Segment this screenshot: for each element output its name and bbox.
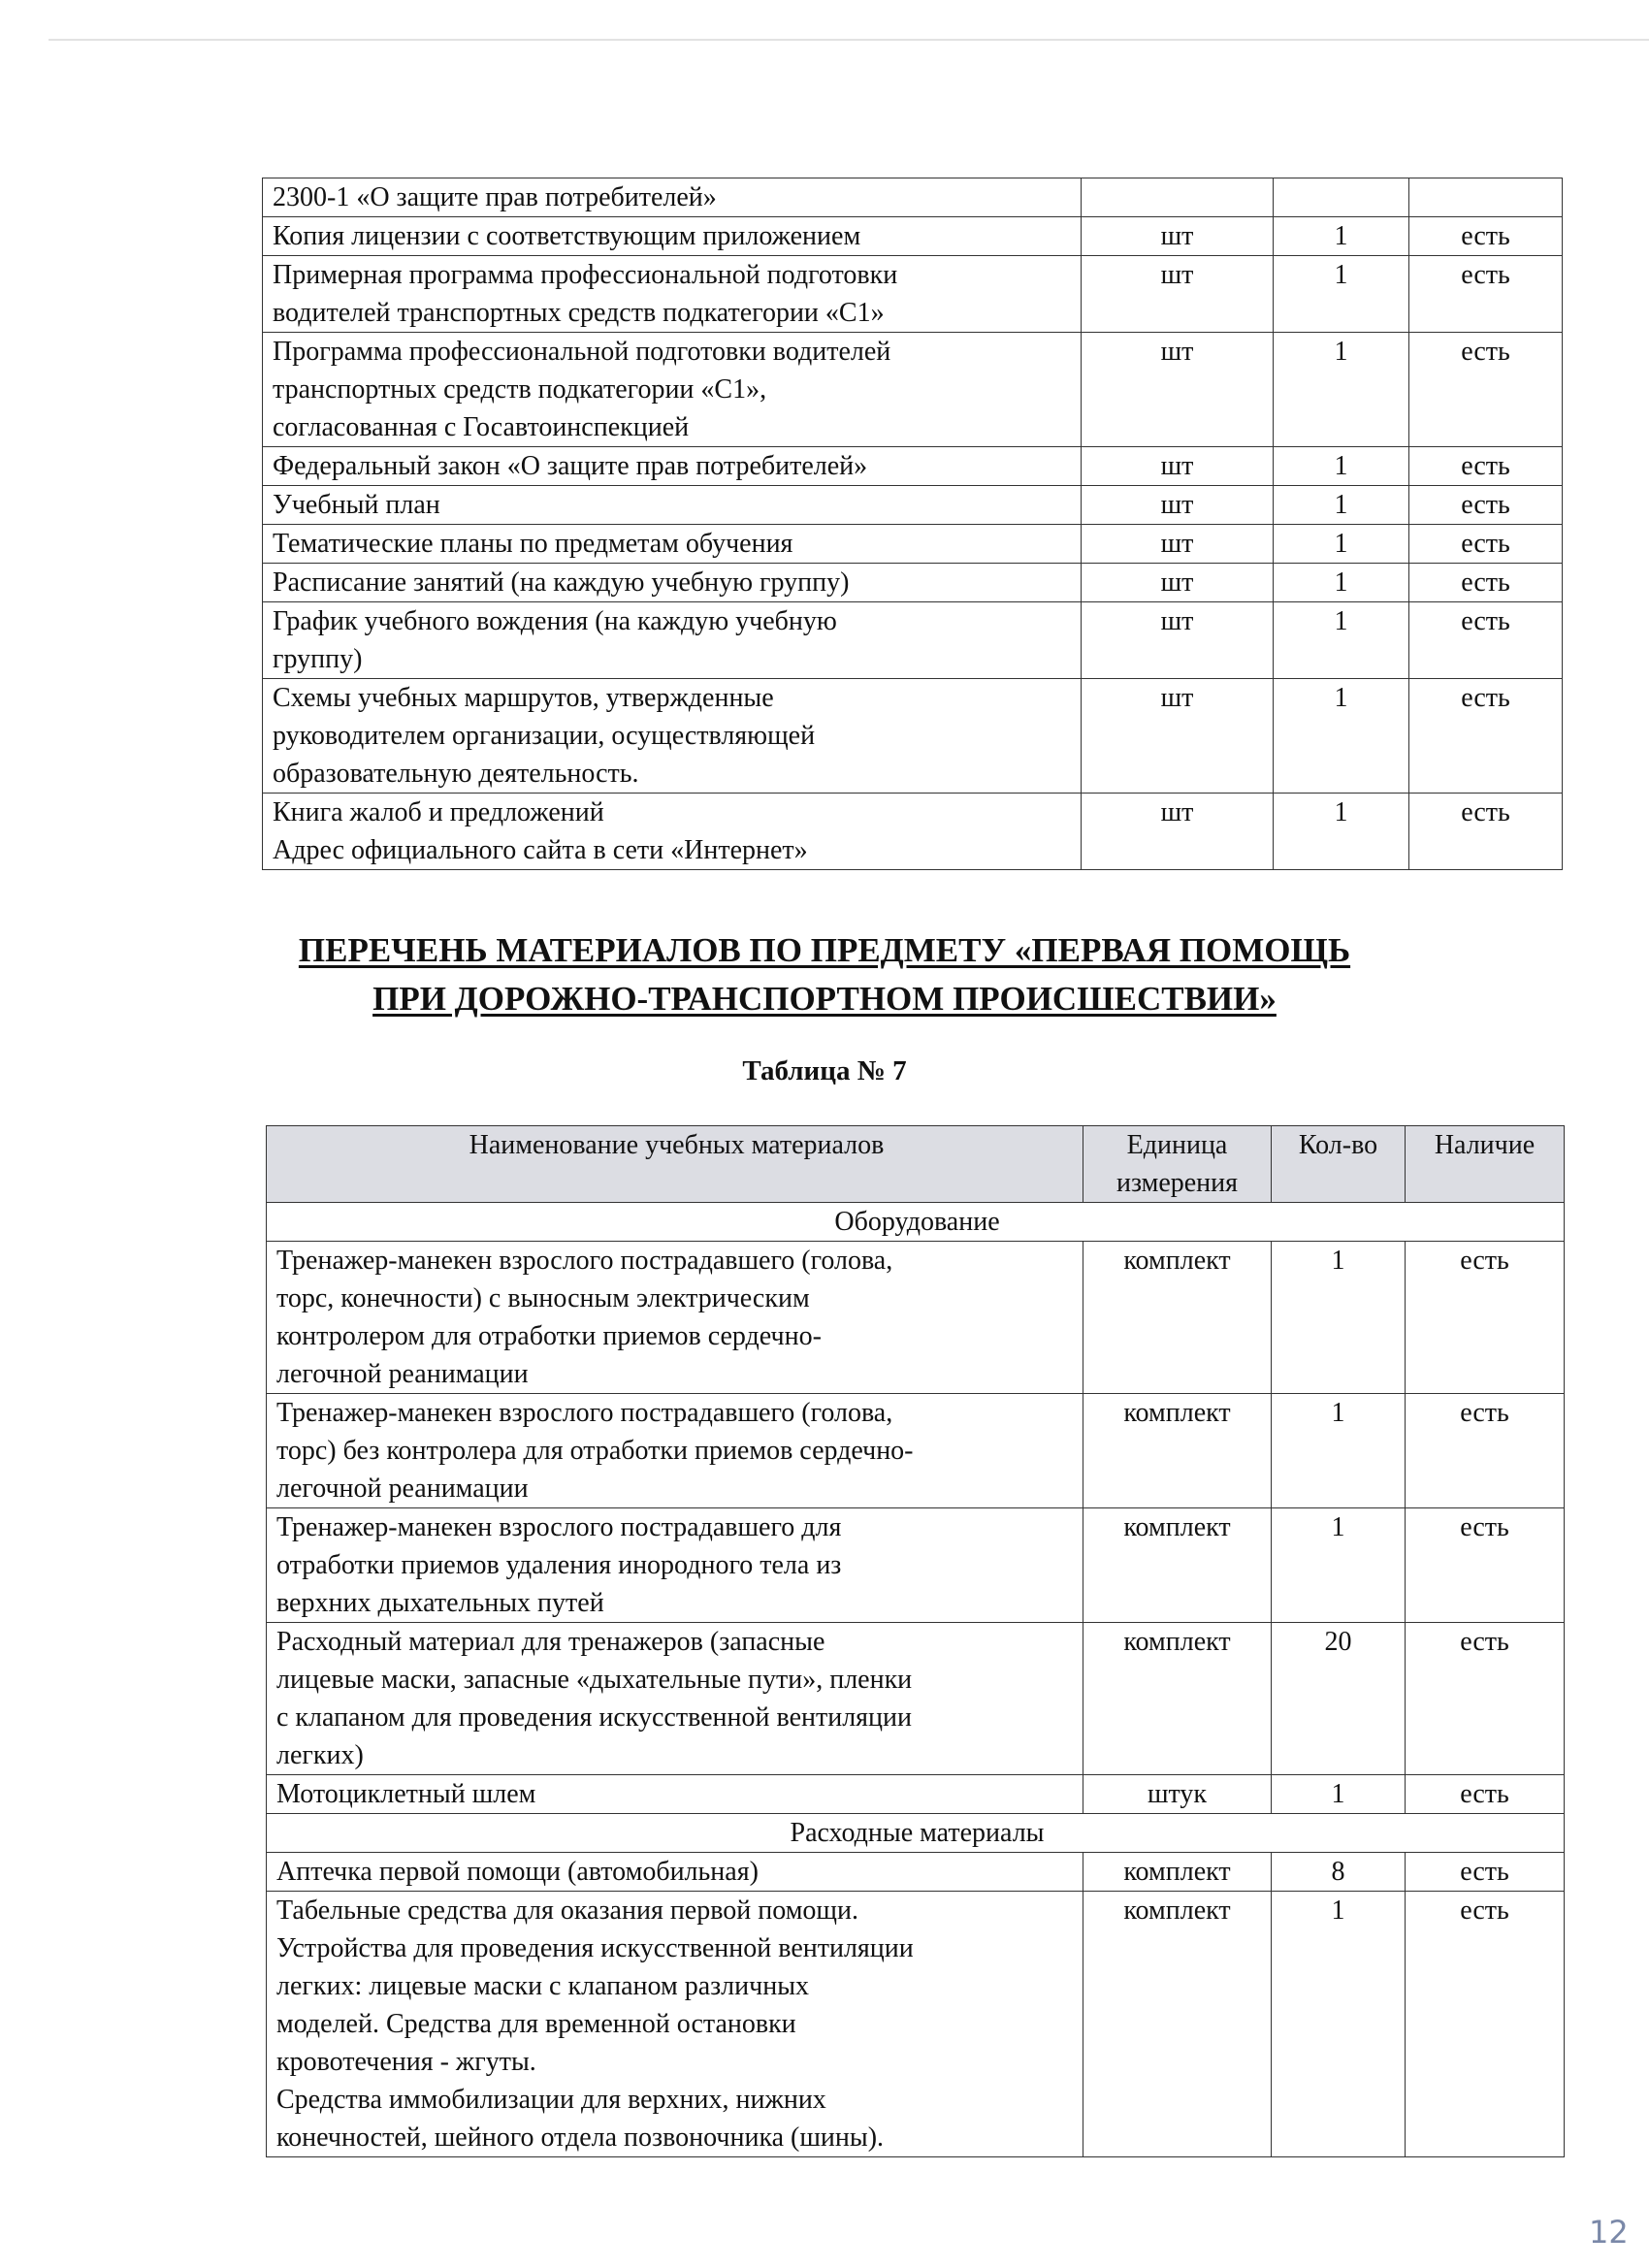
item-unit: шт — [1082, 217, 1274, 256]
item-name — [263, 679, 1082, 794]
item-name-line: руководителем организации, осуществляющей — [273, 721, 816, 751]
item-qty: 1 — [1274, 486, 1409, 525]
item-name-line: кровотечения - жгуты. — [276, 2047, 536, 2077]
item-name-line: Адрес официального сайта в сети «Интернет» — [273, 835, 808, 865]
item-unit: шт — [1082, 602, 1274, 679]
item-name — [263, 564, 1082, 602]
table-row — [263, 217, 1563, 256]
item-name-line: легких) — [276, 1740, 364, 1770]
item-availability: есть — [1409, 679, 1563, 794]
item-qty: 1 — [1274, 794, 1409, 870]
heading-line-1: ПЕРЕЧЕНЬ МАТЕРИАЛОВ ПО ПРЕДМЕТУ «ПЕРВАЯ ПОМОЩЬ — [298, 931, 1351, 969]
item-name-line: Устройства для проведения искусственной вентиляции — [276, 1933, 914, 1963]
section-label: Расходные материалы — [267, 1814, 1565, 1853]
item-name — [263, 794, 1082, 870]
documents-table — [262, 178, 1563, 870]
item-availability: есть — [1409, 256, 1563, 333]
item-name-line: Книга жалоб и предложений — [273, 797, 604, 827]
item-unit: комплект — [1083, 1508, 1272, 1623]
item-unit: штук — [1083, 1775, 1272, 1814]
item-unit: шт — [1082, 447, 1274, 486]
item-availability: есть — [1406, 1853, 1565, 1892]
item-name-line: График учебного вождения (на каждую учебную — [273, 606, 837, 636]
item-availability: есть — [1409, 333, 1563, 447]
heading-line-2: ПРИ ДОРОЖНО-ТРАНСПОРТНОМ ПРОИСШЕСТВИИ» — [372, 980, 1277, 1018]
item-qty: 1 — [1274, 564, 1409, 602]
table-row — [263, 447, 1563, 486]
item-name-line: моделей. Средства для временной остановки — [276, 2009, 796, 2039]
item-name-line: согласованная с Госавтоинспекцией — [273, 412, 690, 442]
table-row — [267, 1892, 1565, 2157]
section-row — [267, 1203, 1565, 1242]
section-heading — [0, 926, 1649, 1023]
item-name-line: транспортных средств подкатегории «С1», — [273, 374, 767, 405]
page-number: 12 — [1589, 2214, 1629, 2251]
table-row — [263, 794, 1563, 870]
table-row — [263, 256, 1563, 333]
item-name-line: Тематические планы по предметам обучения — [273, 529, 793, 559]
item-name — [267, 1394, 1083, 1508]
table-row — [267, 1623, 1565, 1775]
table-row — [267, 1242, 1565, 1394]
item-availability: есть — [1409, 564, 1563, 602]
item-name-line: Расходный материал для тренажеров (запасные — [276, 1627, 825, 1657]
item-unit — [1082, 178, 1274, 217]
item-name-line: Расписание занятий (на каждую учебную группу) — [273, 567, 850, 598]
item-name — [263, 256, 1082, 333]
item-name — [267, 1892, 1083, 2157]
item-qty: 1 — [1274, 679, 1409, 794]
table-row — [263, 564, 1563, 602]
item-availability — [1409, 178, 1563, 217]
item-qty: 1 — [1272, 1892, 1406, 2157]
table-row — [263, 679, 1563, 794]
item-unit: шт — [1082, 564, 1274, 602]
table-row — [267, 1394, 1565, 1508]
item-availability: есть — [1409, 486, 1563, 525]
item-name-line: Тренажер-манекен взрослого пострадавшего (голова, — [276, 1246, 893, 1276]
item-unit: шт — [1082, 486, 1274, 525]
item-name — [263, 525, 1082, 564]
item-name-line: Средства иммобилизации для верхних, нижних — [276, 2085, 826, 2115]
item-name-line: легких: лицевые маски с клапаном различных — [276, 1971, 810, 2001]
item-name-line: Копия лицензии с соответствующим приложением — [273, 221, 861, 251]
item-unit: шт — [1082, 525, 1274, 564]
item-qty: 1 — [1274, 447, 1409, 486]
table-row — [267, 1853, 1565, 1892]
item-name-line: Примерная программа профессиональной подготовки — [273, 260, 898, 290]
item-unit: шт — [1082, 256, 1274, 333]
table-row — [267, 1508, 1565, 1623]
item-availability: есть — [1406, 1775, 1565, 1814]
item-qty: 20 — [1272, 1623, 1406, 1775]
item-name-line: Тренажер-манекен взрослого пострадавшего для — [276, 1512, 842, 1542]
item-availability: есть — [1409, 217, 1563, 256]
item-qty — [1274, 178, 1409, 217]
item-qty: 1 — [1274, 525, 1409, 564]
item-name — [263, 602, 1082, 679]
item-qty: 1 — [1272, 1394, 1406, 1508]
item-name-line: отработки приемов удаления инородного тела из — [276, 1550, 842, 1580]
item-name — [267, 1623, 1083, 1775]
item-name-line: водителей транспортных средств подкатегории «С1» — [273, 298, 885, 328]
item-name-line: 2300-1 «О защите прав потребителей» — [273, 182, 717, 212]
item-unit: комплект — [1083, 1623, 1272, 1775]
table-caption: Таблица № 7 — [742, 1055, 907, 1086]
item-availability: есть — [1406, 1892, 1565, 2157]
materials-table — [266, 1125, 1565, 2157]
item-name — [267, 1853, 1083, 1892]
item-unit: комплект — [1083, 1892, 1272, 2157]
header-qty: Кол-во — [1272, 1126, 1406, 1203]
header-unit — [1083, 1126, 1272, 1203]
item-name-line: Схемы учебных маршрутов, утвержденные — [273, 683, 774, 713]
item-name — [263, 447, 1082, 486]
table-row — [263, 602, 1563, 679]
item-name-line: верхних дыхательных путей — [276, 1588, 604, 1618]
header-unit-line-1: Единица — [1126, 1130, 1228, 1160]
item-unit: шт — [1082, 794, 1274, 870]
item-name-line: конечностей, шейного отдела позвоночника (шины). — [276, 2122, 885, 2153]
item-name — [267, 1242, 1083, 1394]
table-row — [263, 525, 1563, 564]
item-name — [263, 333, 1082, 447]
table-row — [263, 178, 1563, 217]
item-name-line: легочной реанимации — [276, 1474, 529, 1504]
item-name — [263, 217, 1082, 256]
item-qty: 1 — [1272, 1242, 1406, 1394]
table-row — [263, 486, 1563, 525]
table-row — [263, 333, 1563, 447]
section-row — [267, 1814, 1565, 1853]
header-availability: Наличие — [1406, 1126, 1565, 1203]
item-name-line: торс, конечности) с выносным электрическим — [276, 1283, 810, 1313]
item-availability: есть — [1409, 525, 1563, 564]
item-qty: 8 — [1272, 1853, 1406, 1892]
item-unit: комплект — [1083, 1853, 1272, 1892]
item-availability: есть — [1406, 1394, 1565, 1508]
item-name-line: Тренажер-манекен взрослого пострадавшего (голова, — [276, 1398, 893, 1428]
header-unit-line-2: измерения — [1116, 1168, 1239, 1198]
item-name — [267, 1508, 1083, 1623]
item-name-line: Табельные средства для оказания первой помощи. — [276, 1895, 858, 1926]
item-name-line: группу) — [273, 644, 363, 674]
item-availability: есть — [1409, 447, 1563, 486]
table-row — [267, 1775, 1565, 1814]
item-name-line: Учебный план — [273, 490, 440, 520]
item-name — [263, 178, 1082, 217]
item-name-line: Федеральный закон «О защите прав потребителей» — [273, 451, 868, 481]
item-qty: 1 — [1274, 217, 1409, 256]
item-qty: 1 — [1272, 1775, 1406, 1814]
item-qty: 1 — [1274, 333, 1409, 447]
item-name-line: образовательную деятельность. — [273, 759, 639, 789]
item-unit: комплект — [1083, 1394, 1272, 1508]
item-name-line: с клапаном для проведения искусственной вентиляции — [276, 1702, 913, 1733]
table-header-row — [267, 1126, 1565, 1203]
item-availability: есть — [1409, 602, 1563, 679]
item-unit: комплект — [1083, 1242, 1272, 1394]
item-qty: 1 — [1274, 256, 1409, 333]
item-name-line: Мотоциклетный шлем — [276, 1779, 536, 1809]
header-name: Наименование учебных материалов — [267, 1126, 1083, 1203]
item-availability: есть — [1409, 794, 1563, 870]
section-label: Оборудование — [267, 1203, 1565, 1242]
item-unit: шт — [1082, 679, 1274, 794]
item-availability: есть — [1406, 1508, 1565, 1623]
item-name-line: лицевые маски, запасные «дыхательные пути», пленки — [276, 1665, 913, 1695]
item-name-line: легочной реанимации — [276, 1359, 529, 1389]
scan-edge-line — [48, 39, 1649, 41]
item-name-line: контролером для отработки приемов сердечно- — [276, 1321, 822, 1351]
item-qty: 1 — [1274, 602, 1409, 679]
item-name-line: торс) без контролера для отработки приемов сердечно- — [276, 1436, 914, 1466]
item-name-line: Программа профессиональной подготовки водителей — [273, 337, 891, 367]
item-qty: 1 — [1272, 1508, 1406, 1623]
item-name — [267, 1775, 1083, 1814]
item-unit: шт — [1082, 333, 1274, 447]
item-name-line: Аптечка первой помощи (автомобильная) — [276, 1857, 759, 1887]
item-name — [263, 486, 1082, 525]
item-availability: есть — [1406, 1623, 1565, 1775]
item-availability: есть — [1406, 1242, 1565, 1394]
